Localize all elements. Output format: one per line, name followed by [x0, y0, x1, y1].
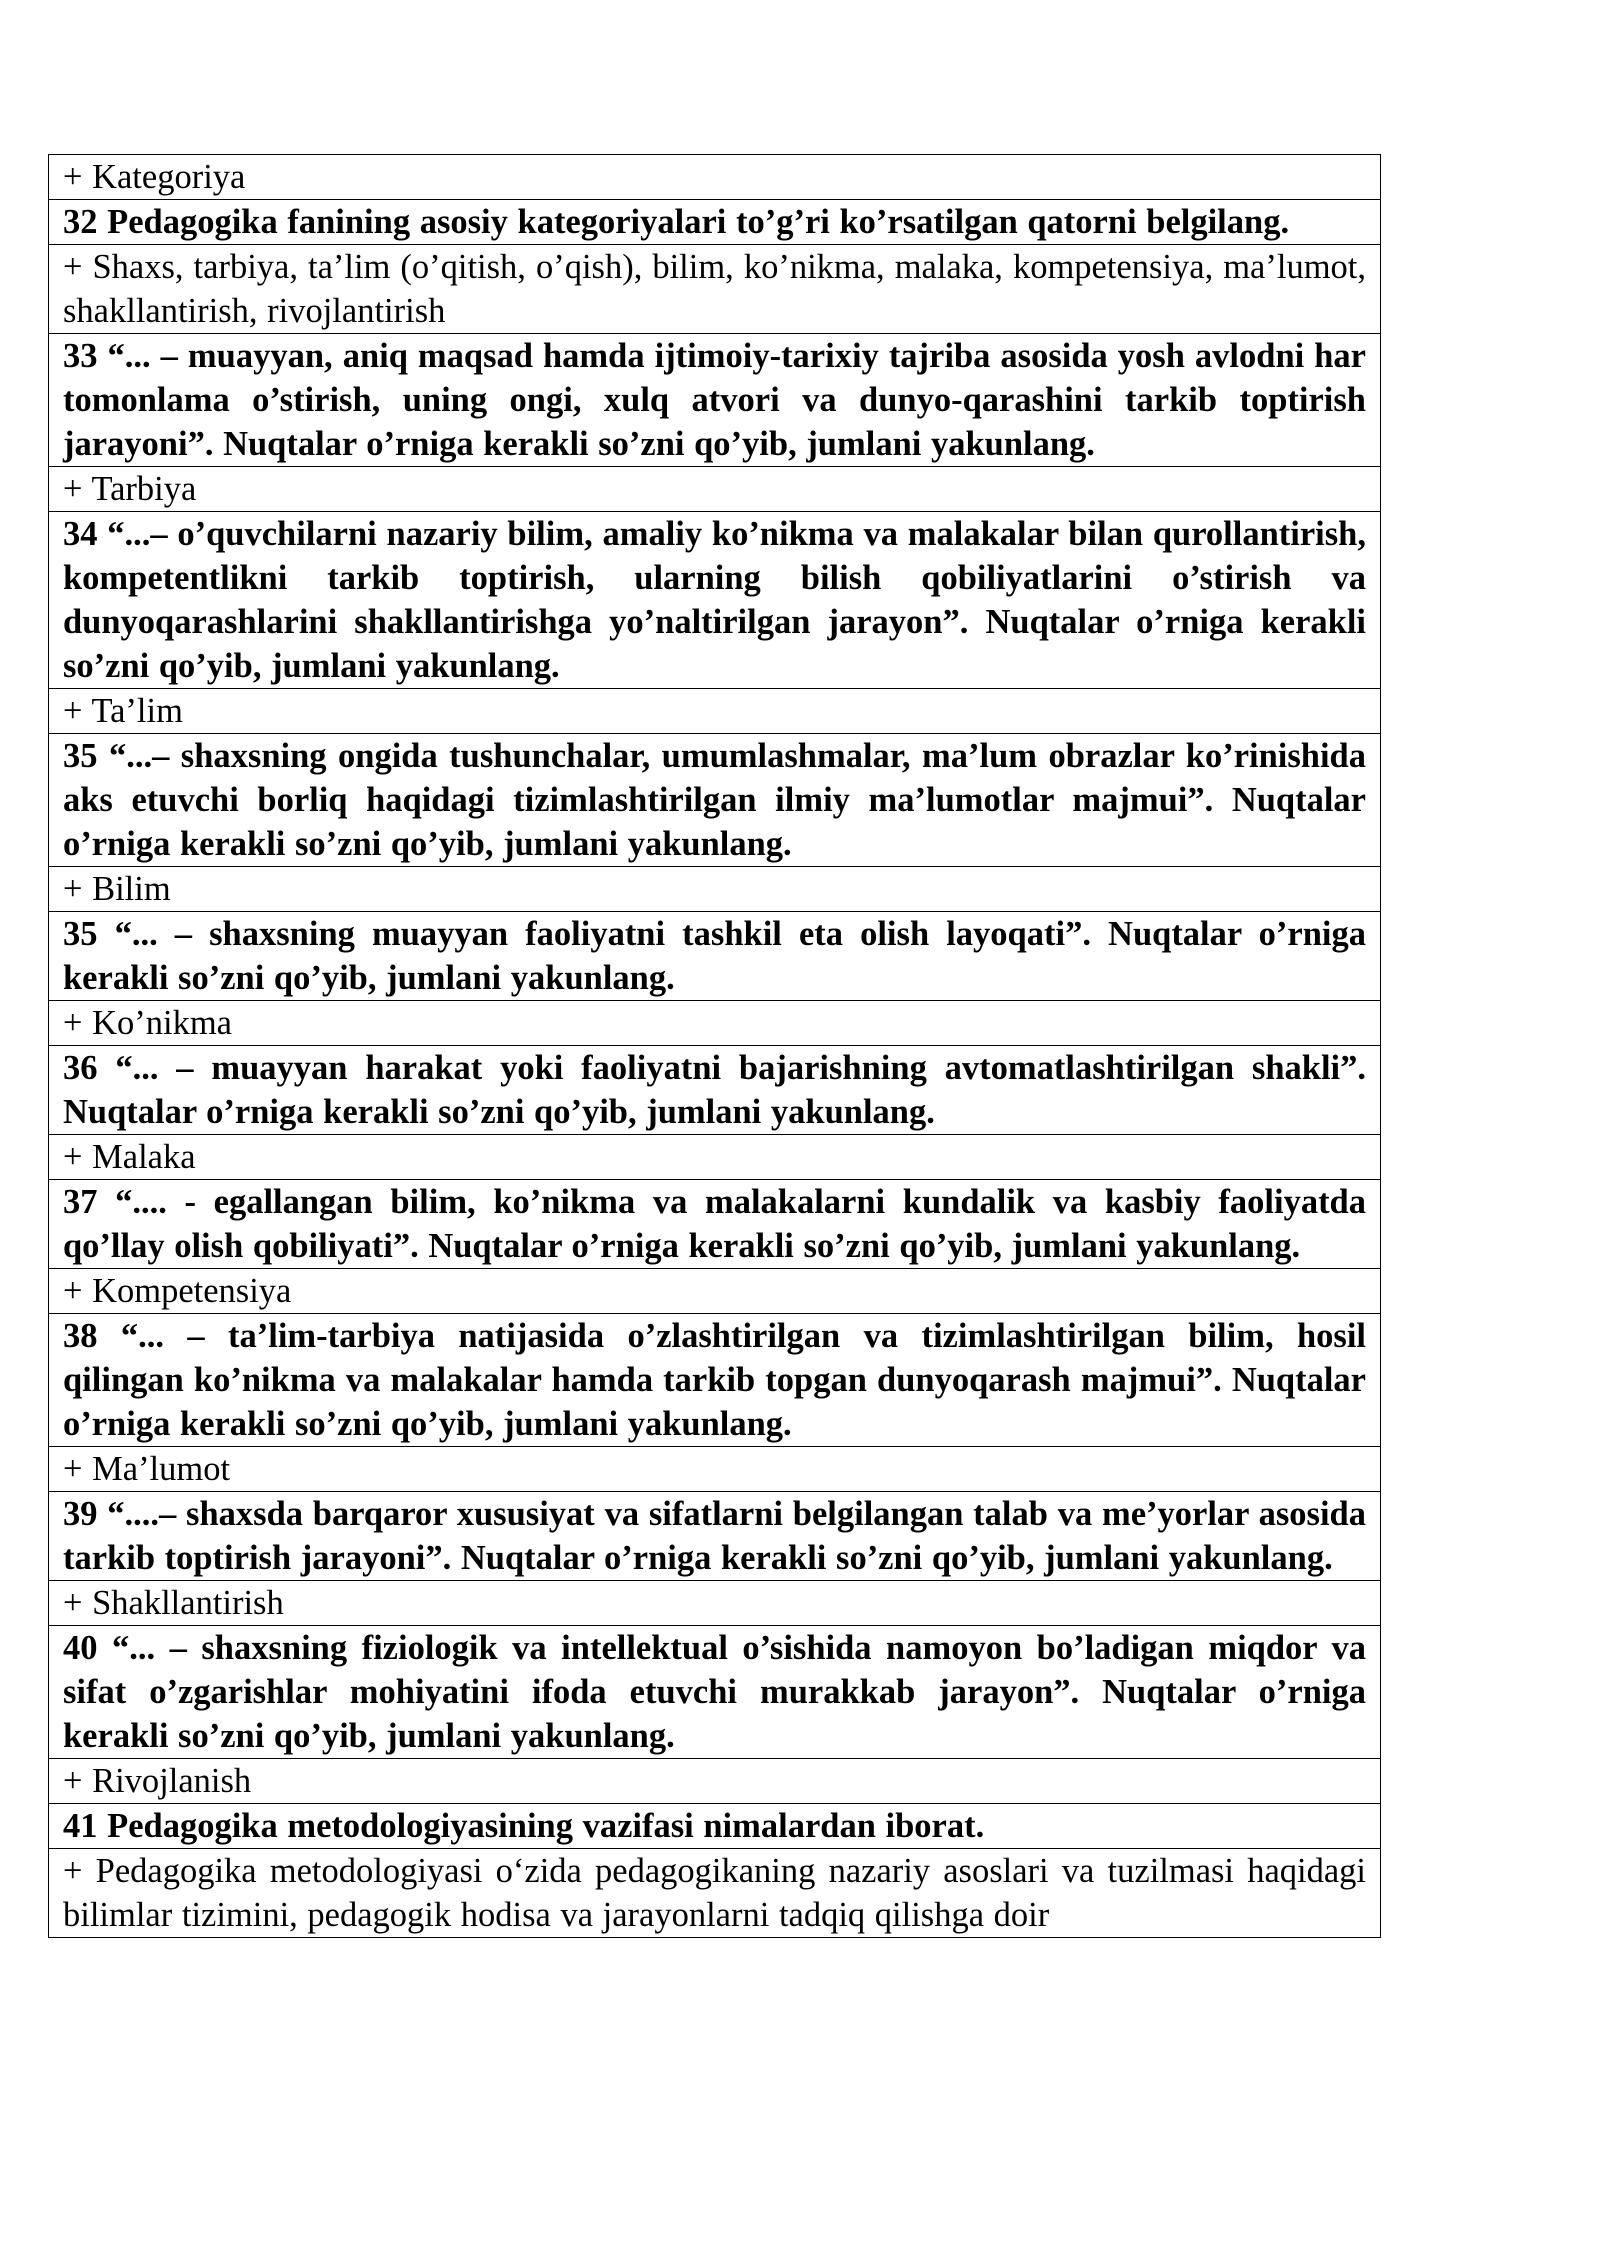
- table-row: [49, 1849, 1381, 1938]
- table-row: [49, 1759, 1381, 1804]
- answer-cell: + Pedagogika metodologiyasi o‘zida pedagogikaning nazariy asoslari va tuzilmasi haqidagi bilimlar tizimini, pedagogik hodisa va jarayonlarni tadqiq qilishga doir: [49, 1849, 1381, 1938]
- table-row: [49, 334, 1381, 467]
- answer-cell: + Ko’nikma: [49, 1001, 1381, 1046]
- answer-cell: + Shakllantirish: [49, 1581, 1381, 1626]
- table-row: [49, 734, 1381, 867]
- table-row: [49, 1492, 1381, 1581]
- table-row: [49, 245, 1381, 334]
- answer-cell: + Bilim: [49, 867, 1381, 912]
- table-row: [49, 155, 1381, 200]
- question-cell: 39 “....– shaxsda barqaror xususiyat va sifatlarni belgilangan talab va me’yorlar asosida tarkib toptirish jarayoni”. Nuqtalar o’rniga kerakli so’zni qo’yib, jumlani yakunlang.: [49, 1492, 1381, 1581]
- answer-cell: + Ta’lim: [49, 689, 1381, 734]
- table-row: [49, 912, 1381, 1001]
- answer-cell: + Kompetensiya: [49, 1269, 1381, 1314]
- table-row: [49, 1135, 1381, 1180]
- table-row: [49, 867, 1381, 912]
- table-row: [49, 1626, 1381, 1759]
- table-row: [49, 200, 1381, 245]
- table-row: [49, 1269, 1381, 1314]
- answer-cell: + Malaka: [49, 1135, 1381, 1180]
- question-cell: 36 “... – muayyan harakat yoki faoliyatni bajarishning avtomatlashtirilgan shakli”. Nuqtalar o’rniga kerakli so’zni qo’yib, jumlani yakunlang.: [49, 1046, 1381, 1135]
- question-cell: 32 Pedagogika fanining asosiy kategoriyalari to’g’ri ko’rsatilgan qatorni belgilang.: [49, 200, 1381, 245]
- answer-cell: + Shaxs, tarbiya, ta’lim (o’qitish, o’qish), bilim, ko’nikma, malaka, kompetensiya, ma’lumot, shakllantirish, rivojlantirish: [49, 245, 1381, 334]
- table-row: [49, 512, 1381, 689]
- answer-cell: + Rivojlanish: [49, 1759, 1381, 1804]
- answer-cell: + Tarbiya: [49, 467, 1381, 512]
- question-cell: 35 “...– shaxsning ongida tushunchalar, umumlashmalar, ma’lum obrazlar ko’rinishida aks etuvchi borliq haqidagi tizimlashtirilgan ilmiy ma’lumotlar majmui”. Nuqtalar o’rniga kerakli so’zni qo’yib, jumlani yakunlang.: [49, 734, 1381, 867]
- table-row: [49, 689, 1381, 734]
- table-row: [49, 1447, 1381, 1492]
- question-answer-table: [48, 154, 1381, 1938]
- question-cell: 33 “... – muayyan, aniq maqsad hamda ijtimoiy-tarixiy tajriba asosida yosh avlodni har tomonlama o’stirish, uning ongi, xulq atvori va dunyo-qarashini tarkib toptirish jarayoni”. Nuqtalar o’rniga kerakli so’zni qo’yib, jumlani yakunlang.: [49, 334, 1381, 467]
- question-cell: 38 “... – ta’lim-tarbiya natijasida o’zlashtirilgan va tizimlashtirilgan bilim, hosil qilingan ko’nikma va malakalar hamda tarkib topgan dunyoqarash majmui”. Nuqtalar o’rniga kerakli so’zni qo’yib, jumlani yakunlang.: [49, 1314, 1381, 1447]
- table-row: [49, 1001, 1381, 1046]
- table-row: [49, 1581, 1381, 1626]
- question-cell: 40 “... – shaxsning fiziologik va intellektual o’sishida namoyon bo’ladigan miqdor va sifat o’zgarishlar mohiyatini ifoda etuvchi murakkab jarayon”. Nuqtalar o’rniga kerakli so’zni qo’yib, jumlani yakunlang.: [49, 1626, 1381, 1759]
- table-row: [49, 1804, 1381, 1849]
- table-row: [49, 1314, 1381, 1447]
- table-row: [49, 1046, 1381, 1135]
- answer-cell: + Kategoriya: [49, 155, 1381, 200]
- question-cell: 34 “...– o’quvchilarni nazariy bilim, amaliy ko’nikma va malakalar bilan qurollantirish, kompetentlikni tarkib toptirish, ularning bilish qobiliyatlarini o’stirish va dunyoqarashlarini shakllantirishga yo’naltirilgan jarayon”. Nuqtalar o’rniga kerakli so’zni qo’yib, jumlani yakunlang.: [49, 512, 1381, 689]
- question-cell: 35 “... – shaxsning muayyan faoliyatni tashkil eta olish layoqati”. Nuqtalar o’rniga kerakli so’zni qo’yib, jumlani yakunlang.: [49, 912, 1381, 1001]
- table-row: [49, 1180, 1381, 1269]
- question-cell: 37 “.... - egallangan bilim, ko’nikma va malakalarni kundalik va kasbiy faoliyatda qo’llay olish qobiliyati”. Nuqtalar o’rniga kerakli so’zni qo’yib, jumlani yakunlang.: [49, 1180, 1381, 1269]
- answer-cell: + Ma’lumot: [49, 1447, 1381, 1492]
- question-cell: 41 Pedagogika metodologiyasining vazifasi nimalardan iborat.: [49, 1804, 1381, 1849]
- table-row: [49, 467, 1381, 512]
